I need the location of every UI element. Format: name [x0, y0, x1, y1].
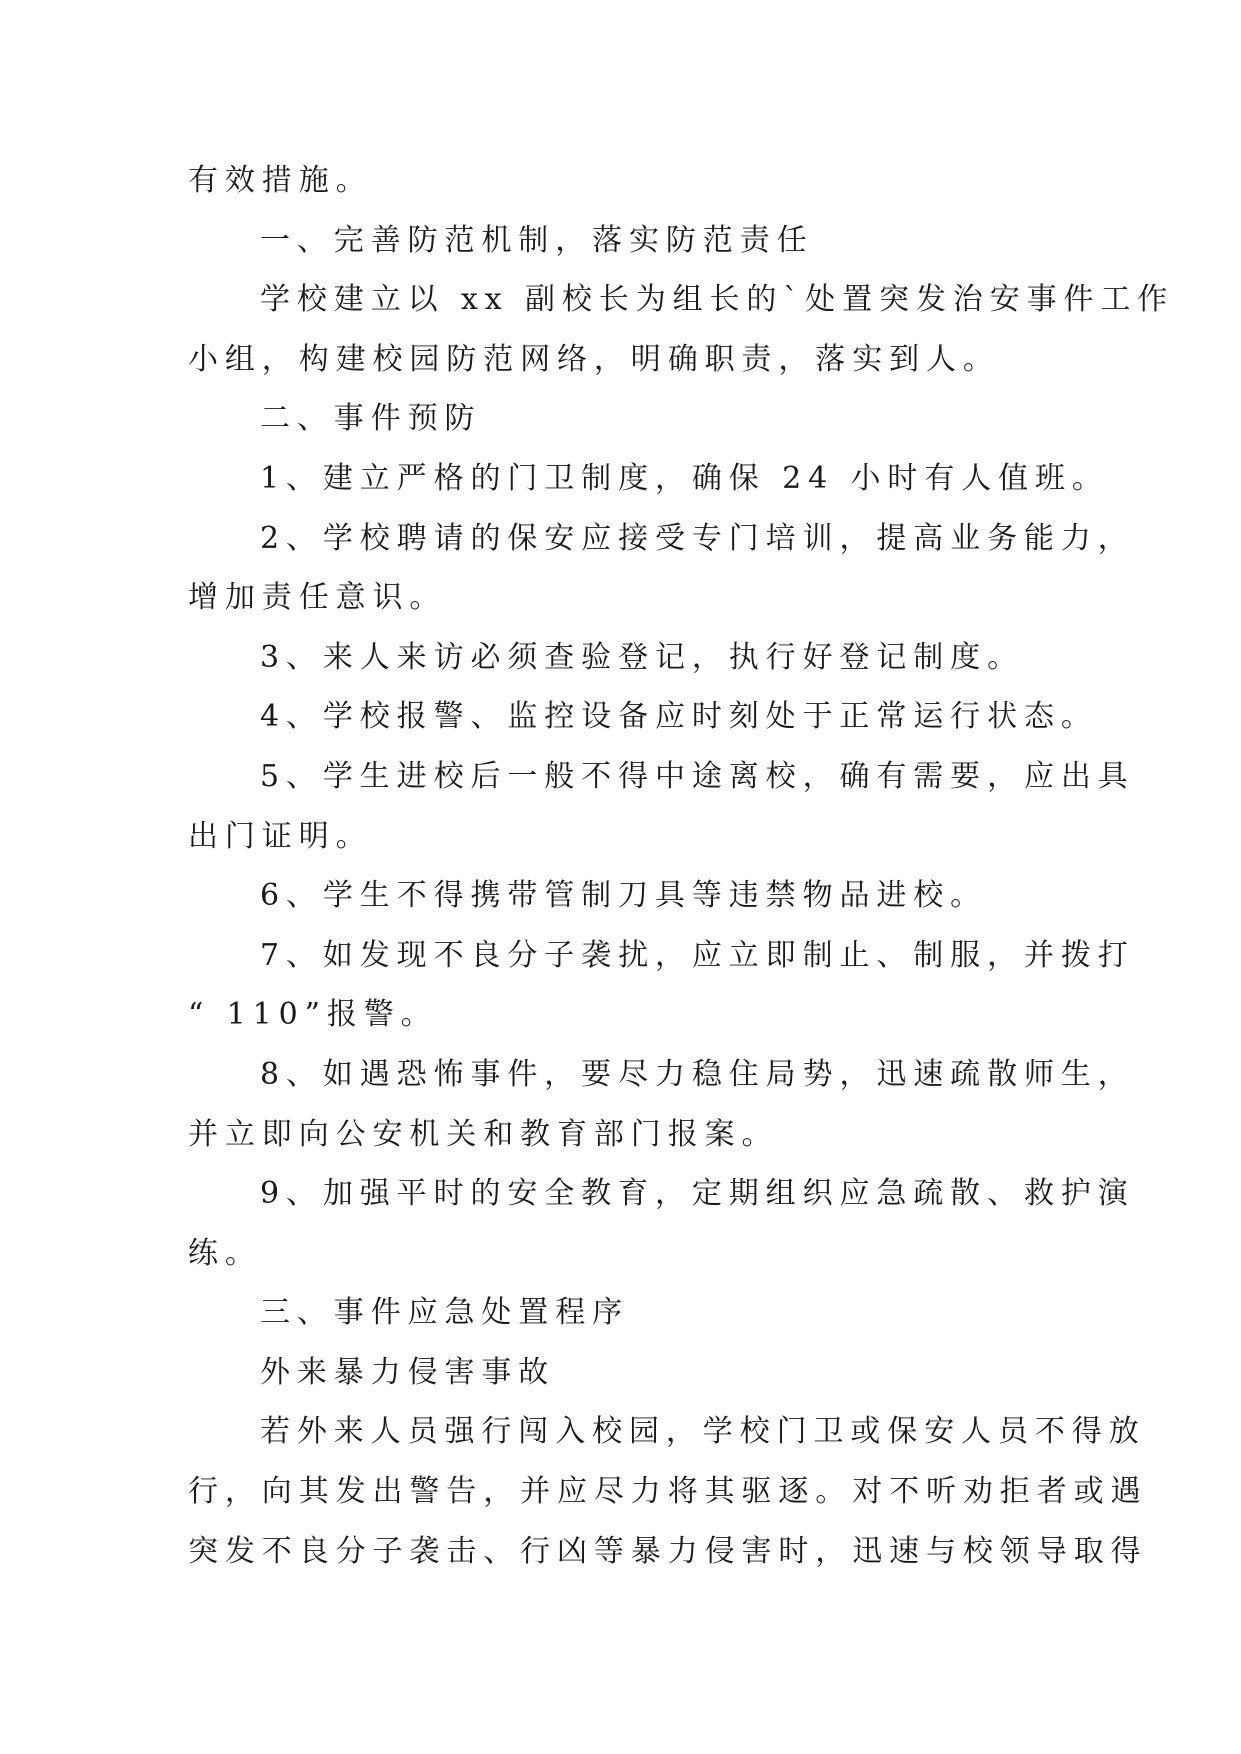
list-item-continuation: 并立即向公安机关和教育部门报案。: [188, 1116, 779, 1152]
text-line: 有效措施。: [188, 163, 373, 198]
section-heading-2: 二、事件预防: [260, 401, 482, 437]
subsection-heading: 外来暴力侵害事故: [260, 1354, 556, 1390]
text-line: 小组，构建校园防范网络，明确职责，落实到人。: [188, 341, 1000, 377]
list-item: 2、学校聘请的保安应接受专门培训，提高业务能力，: [260, 520, 1135, 556]
list-item: 4、学校报警、监控设备应时刻处于正常运行状态。: [260, 699, 1098, 735]
document-body: [188, 151, 1175, 1581]
text-line: 行，向其发出警告，并应尽力将其驱逐。对不听劝拒者或遇: [188, 1474, 1148, 1510]
text-line: 若外来人员强行闯入校园，学校门卫或保安人员不得放: [260, 1414, 1146, 1450]
text-line: 突发不良分子袭击、行凶等暴力侵害时，迅速与校领导取得: [188, 1533, 1148, 1569]
list-item: 7、如发现不良分子袭扰，应立即制止、制服，并拨打: [260, 937, 1135, 973]
list-item: 6、学生不得携带管制刀具等违禁物品进校。: [260, 878, 988, 914]
section-heading-3: 三、事件应急处置程序: [260, 1295, 629, 1331]
list-item: 8、如遇恐怖事件，要尽力稳住局势，迅速疏散师生，: [260, 1056, 1135, 1092]
list-item: 9、加强平时的安全教育，定期组织应急疏散、救护演: [260, 1176, 1135, 1212]
list-item-continuation: 练。: [188, 1235, 262, 1271]
list-item-continuation: “ 110”报警。: [188, 997, 438, 1033]
list-item: 5、学生进校后一般不得中途离校，确有需要，应出具: [260, 758, 1135, 794]
list-item: 3、来人来访必须查验登记，执行好登记制度。: [260, 639, 1024, 675]
list-item-continuation: 出门证明。: [188, 818, 373, 854]
section-heading-1: 一、完善防范机制，落实防范责任: [260, 222, 814, 258]
list-item-continuation: 增加责任意识。: [188, 580, 447, 616]
list-item: 1、建立严格的门卫制度，确保 24 小时有人值班。: [260, 460, 1109, 496]
text-line: 学校建立以 xx 副校长为组长的`处置突发治安事件工作: [260, 282, 1175, 318]
